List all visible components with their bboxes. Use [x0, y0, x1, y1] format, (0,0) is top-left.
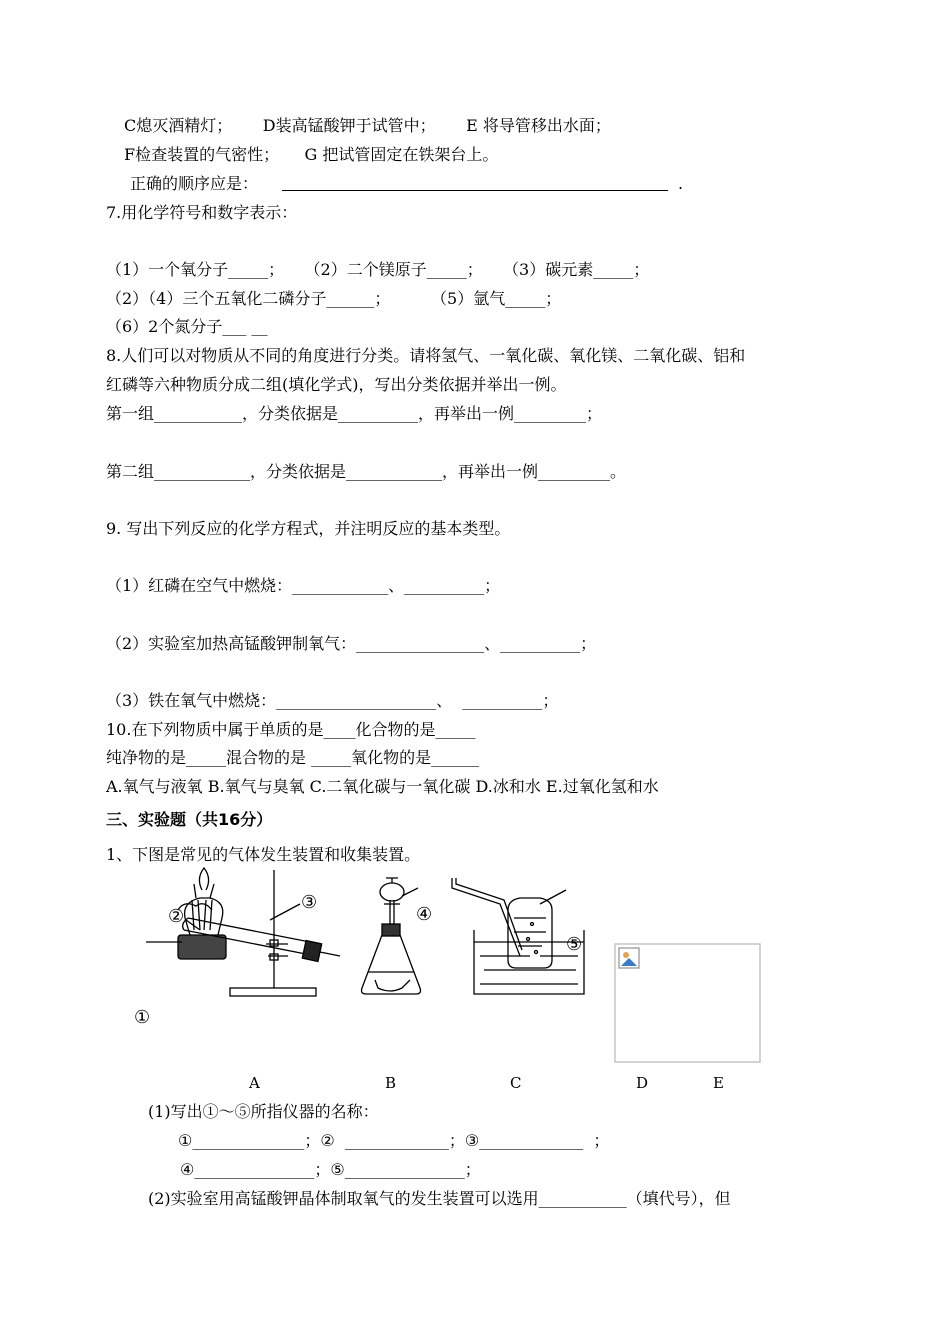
q9-item3: （3）铁在氧气中燃烧：____________________、 __________； [106, 691, 559, 710]
q7-row1: （1）一个氧分子_____； （2）二个镁原子_____； （3）碳元素_____； [106, 260, 650, 279]
q6-line2: F检查装置的气密性； G 把试管固定在铁架台上。 [124, 145, 499, 164]
apparatus-figure [0, 860, 950, 1100]
callout-4: ④ [416, 904, 433, 925]
callout-2: ② [168, 906, 185, 927]
label-d: D [636, 1074, 649, 1092]
section3-q1-intro: 1、下图是常见的气体发生装置和收集装置。 [106, 845, 421, 864]
q8-group1: 第一组___________，分类依据是__________，再举出一例_________； [106, 404, 603, 423]
label-a: A [249, 1074, 260, 1092]
q10-line2: 纯净物的是_____混合物的是 _____氧化物的是______ [106, 748, 480, 767]
callout-1: ① [134, 1007, 151, 1028]
callout-3: ③ [301, 892, 318, 913]
q8-title-line2: 红磷等六种物质分成二组(填化学式)，写出分类依据并举出一例。 [106, 375, 567, 394]
apparatus-d-e-frame [615, 944, 760, 1062]
apparatus-b [362, 878, 421, 994]
apparatus-c [452, 878, 584, 994]
q6-answer-line[interactable] [282, 190, 668, 191]
q10-options: A.氧气与液氧 B.氧气与臭氧 C.二氧化碳与一氧化碳 D.冰和水 E.过氧化氢和水 [106, 777, 659, 796]
q9-title: 9. 写出下列反应的化学方程式，并注明反应的基本类型。 [106, 519, 511, 538]
q9-item1: （1）红磷在空气中燃烧：____________、__________； [106, 576, 501, 595]
q7-title: 7.用化学符号和数字表示： [106, 203, 298, 222]
q8-title-line1: 8.人们可以对物质从不同的角度进行分类。请将氢气、一氧化碳、氧化镁、二氧化碳、铝和 [106, 346, 746, 365]
q6-answer-prompt: 正确的顺序应是： [130, 174, 259, 193]
sub1-row1: ①______________；② _____________；③_____________ ； [178, 1131, 610, 1150]
callout-5: ⑤ [566, 934, 583, 955]
label-b: B [385, 1074, 397, 1092]
sub1-row2: ④_______________；⑤_______________； [180, 1160, 481, 1179]
q7-row3: （6）2个氮分子___ __ [106, 317, 268, 336]
q6-line1: C熄灭酒精灯； D装高锰酸钾于试管中； E 将导管移出水面； [124, 116, 611, 135]
label-e: E [713, 1074, 724, 1092]
sub1-title: (1)写出①～⑤所指仪器的名称： [148, 1102, 379, 1121]
section3-heading: 三、实验题（共16分） [106, 810, 273, 829]
q6-answer-end: . [678, 174, 684, 193]
sub2: (2)实验室用高锰酸钾晶体制取氧气的发生装置可以选用___________（填代号），但 [148, 1189, 731, 1208]
label-c: C [510, 1074, 522, 1092]
figure-labels [248, 1074, 724, 1092]
figure-callouts [134, 892, 582, 1028]
q7-row2: （2）（4）三个五氧化二磷分子______； （5）氩气_____； [106, 289, 562, 308]
q9-item2: （2）实验室加热高锰酸钾制氧气：________________、__________； [106, 634, 597, 653]
apparatus-a [146, 868, 340, 996]
q8-group2: 第二组____________，分类依据是____________，再举出一例_________。 [106, 462, 627, 481]
q10-line1: 10.在下列物质中属于单质的是____化合物的是_____ [106, 720, 476, 739]
